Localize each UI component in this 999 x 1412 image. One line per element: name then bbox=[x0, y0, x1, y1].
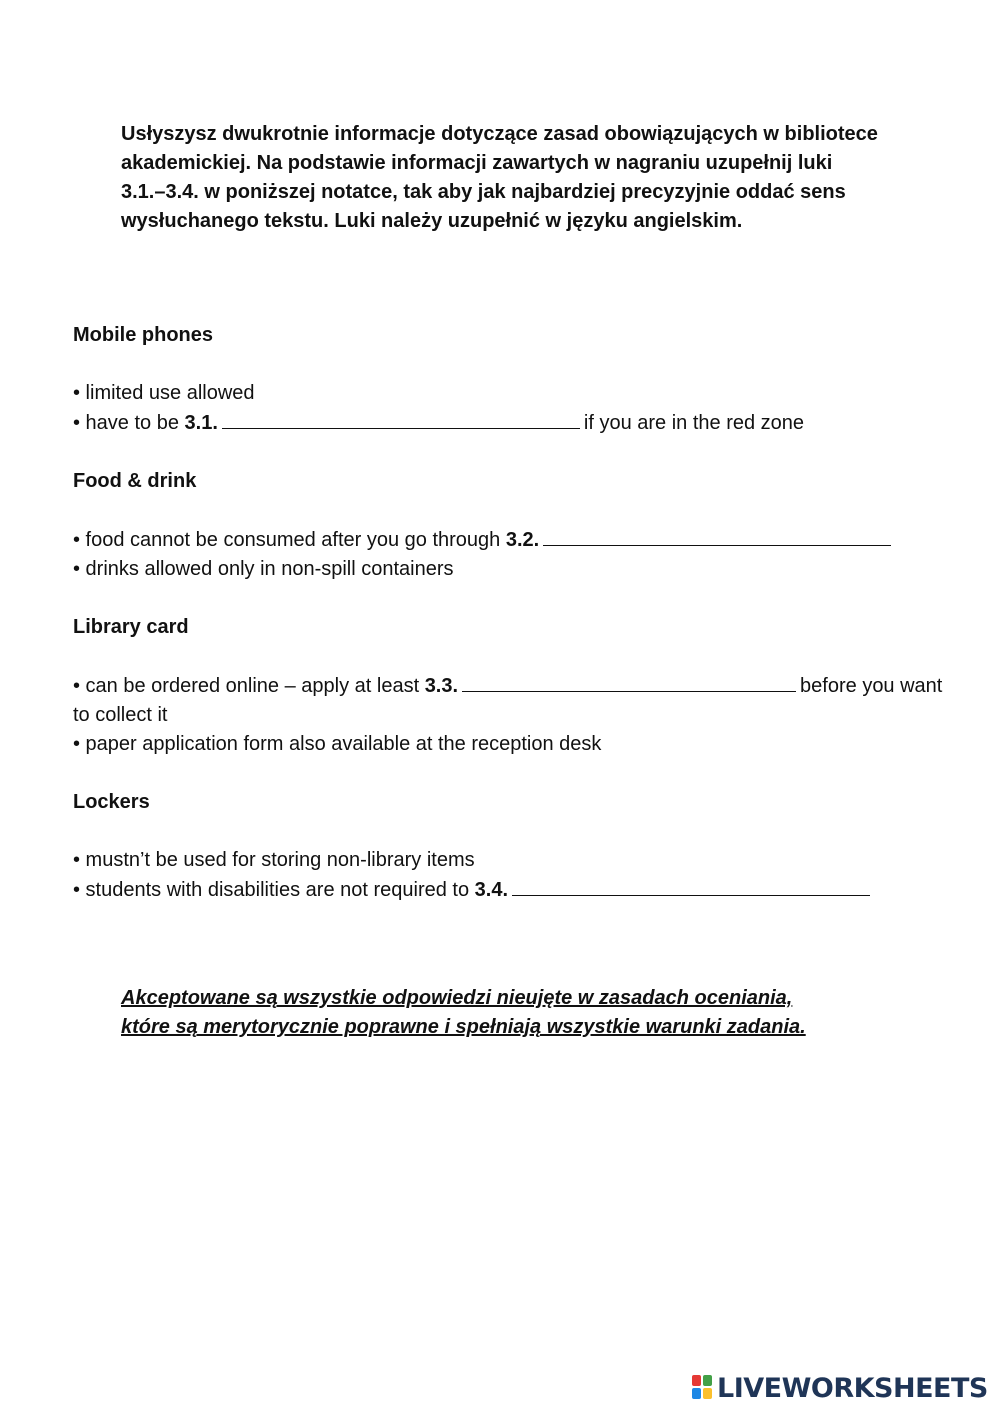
list-item: • drinks allowed only in non-spill containers bbox=[73, 558, 454, 580]
answer-blank-3-2[interactable] bbox=[543, 525, 891, 546]
answer-blank-3-3[interactable] bbox=[462, 671, 796, 692]
list-item: • paper application form also available at the reception desk bbox=[73, 733, 602, 755]
list-item: • have to be 3.1. if you are in the red zone bbox=[73, 408, 953, 438]
list-item: • can be ordered online – apply at least 3.3. before you want to collect it bbox=[73, 671, 953, 730]
gap-label-3-3: 3.3. bbox=[424, 675, 459, 697]
answer-blank-3-4[interactable] bbox=[512, 875, 870, 896]
answer-blank-3-1[interactable] bbox=[222, 408, 580, 429]
section-title: Food & drink bbox=[73, 470, 197, 492]
gap-label-3-2: 3.2. bbox=[505, 529, 540, 551]
grading-note-line: Akceptowane są wszystkie odpowiedzi nieujęte w zasadach oceniania, bbox=[121, 987, 793, 1009]
list-item: • mustn’t be used for storing non-library items bbox=[73, 849, 475, 871]
liveworksheets-logo bbox=[692, 1372, 988, 1404]
section-title: Library card bbox=[73, 616, 189, 638]
instructions: Usłyszysz dwukrotnie informacje dotyczące zasad obowiązujących w bibliotece akademickiej. Na podstawie informacji zawartych w nagraniu uzupełnij luki 3.1.–3.4. w poniższej notatce, tak aby jak najbardziej precyzyjnie oddać sens wysłuchanego tekstu. Luki należy uzupełnić w języku angielskim. bbox=[121, 123, 878, 232]
gap-label-3-1: 3.1. bbox=[184, 412, 218, 434]
section-lockers bbox=[73, 788, 953, 905]
gap-label-3-4: 3.4. bbox=[474, 879, 509, 901]
grading-note-line: które są merytorycznie poprawne i spełniają wszystkie warunki zadania. bbox=[121, 1016, 806, 1038]
list-item: • students with disabilities are not required to 3.4. bbox=[73, 875, 953, 905]
section-title: Mobile phones bbox=[73, 324, 213, 346]
list-item: • food cannot be consumed after you go through 3.2. bbox=[73, 525, 953, 555]
notes bbox=[73, 321, 953, 934]
section-mobile-phones bbox=[73, 321, 953, 438]
section-food-drink bbox=[73, 467, 953, 584]
section-title: Lockers bbox=[73, 791, 150, 813]
list-item: • limited use allowed bbox=[73, 382, 255, 404]
grading-note bbox=[121, 984, 891, 1042]
logo-icon bbox=[692, 1375, 714, 1401]
logo-text: LIVEWORKSHEETS bbox=[717, 1372, 988, 1404]
section-library-card bbox=[73, 613, 953, 759]
